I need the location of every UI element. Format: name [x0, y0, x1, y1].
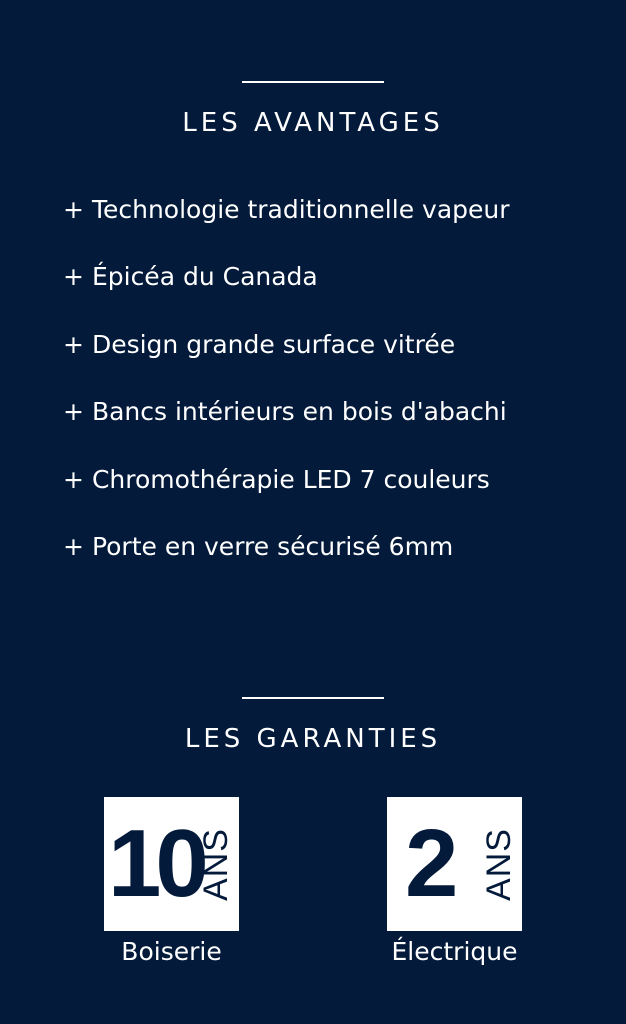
benefit-text: Chromothérapie LED 7 couleurs: [91, 464, 490, 494]
warranty-title: LES GARANTIES: [184, 724, 442, 754]
benefit-item: [63, 257, 510, 297]
benefits-title: LES AVANTAGES: [182, 108, 444, 138]
warranty-badge-woodwork: [104, 797, 239, 931]
warranty-years-unit: ANS: [196, 827, 235, 901]
benefit-text: Épicéa du Canada: [91, 262, 318, 292]
plus-icon: +: [63, 262, 84, 292]
plus-icon: +: [63, 397, 84, 427]
warranty-years-number: 2: [405, 810, 453, 917]
warranty-years-unit-wrap: [479, 797, 519, 931]
benefit-item: [63, 460, 510, 500]
warranty-label-electrical: Électrique: [391, 937, 518, 966]
plus-icon: +: [63, 531, 84, 561]
bottom-divider: [242, 697, 384, 699]
warranty-years-number: 10: [108, 810, 203, 917]
warranty-years-unit: ANS: [479, 827, 518, 901]
benefit-text: Porte en verre sécurisé 6mm: [91, 531, 454, 561]
plus-icon: +: [63, 464, 84, 494]
benefit-item: [63, 527, 510, 567]
benefit-item: [63, 392, 510, 432]
top-divider: [242, 81, 384, 83]
benefit-text: Technologie traditionnelle vapeur: [91, 195, 510, 224]
benefit-text: Bancs intérieurs en bois d'abachi: [91, 397, 507, 427]
warranty-label-woodwork: Boiserie: [121, 937, 222, 966]
warranty-badge-electrical: [387, 797, 522, 931]
warranty-years-unit-wrap: [196, 797, 236, 931]
benefits-list: [63, 190, 510, 594]
benefit-item: [63, 190, 510, 230]
benefit-item: [63, 325, 510, 365]
plus-icon: +: [63, 329, 84, 359]
plus-icon: +: [63, 195, 84, 224]
benefit-text: Design grande surface vitrée: [91, 329, 456, 359]
